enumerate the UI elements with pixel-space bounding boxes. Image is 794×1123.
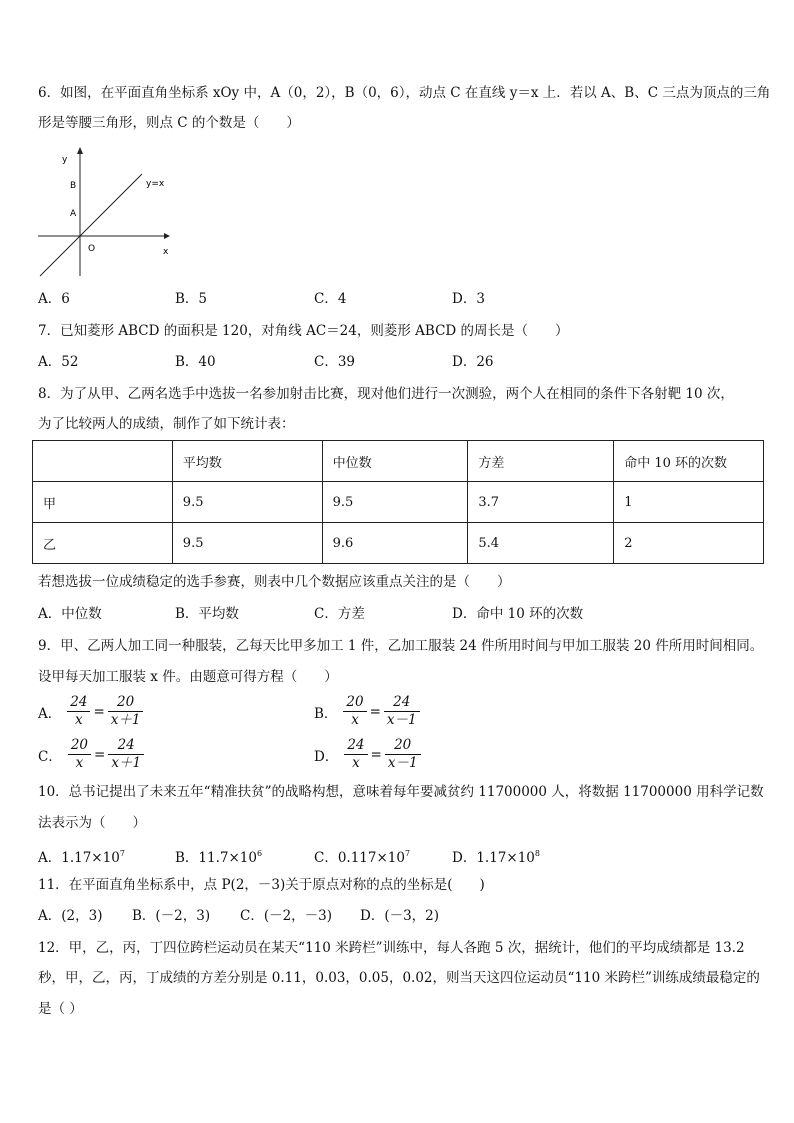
fraction: $\frac{20}{x}$ xyxy=(343,694,366,729)
q9-option-c: C． $\frac{20}{x}$ = $\frac{24}{x+1}$ xyxy=(38,737,144,772)
q11-option-b: B．(－2，3) xyxy=(132,908,211,924)
q9-option-a: A． $\frac{24}{x}$ = $\frac{20}{x+1}$ xyxy=(38,694,143,729)
table-cell: 1 xyxy=(614,482,764,523)
q6-option-b: B．5 xyxy=(175,291,208,307)
table-header-cell: 方差 xyxy=(468,441,614,482)
table-header-cell: 中位数 xyxy=(322,441,468,482)
q8-stem-line2: 为了比较两人的成绩，制作了如下统计表： xyxy=(38,416,295,432)
q10-option-a: A．$1.17\times 10^7$ xyxy=(38,849,125,866)
option-label: D． xyxy=(314,748,339,765)
q10-option-d: D．$1.17\times 10^8$ xyxy=(452,849,540,866)
origin-label: O xyxy=(88,244,96,254)
q6-option-d: D．3 xyxy=(452,291,485,307)
q8-stats-table xyxy=(32,440,764,564)
table-cell: 5.4 xyxy=(468,523,614,564)
fraction: $\frac{24}{x}$ xyxy=(344,737,367,772)
table-cell: 9.6 xyxy=(322,523,468,564)
table-cell: 9.5 xyxy=(172,482,322,523)
option-label: B． xyxy=(314,705,338,722)
q10-stem-line1: 10．总书记提出了未来五年“精准扶贫”的战略构想，意味着每年要减贫约 11700000 人，将数据 11700000 用科学记数 xyxy=(38,784,764,800)
q8-option-a: A．中位数 xyxy=(38,606,102,622)
fraction: $\frac{20}{x}$ xyxy=(68,737,91,772)
q8-stem-line3: 若想选拔一位成绩稳定的选手参赛，则表中几个数据应该重点关注的是（ ） xyxy=(38,574,511,590)
q6-option-a: A．6 xyxy=(38,291,70,307)
table-header-cell: 命中 10 环的次数 xyxy=(614,441,764,482)
y-axis-arrow xyxy=(77,147,83,154)
q7-option-a: A．52 xyxy=(38,354,79,370)
table-row xyxy=(33,482,764,523)
fraction: $\frac{24}{x}$ xyxy=(67,694,90,729)
fraction: $\frac{20}{x-1}$ xyxy=(385,737,421,772)
q6-coordinate-figure xyxy=(36,146,176,281)
option-label: C． xyxy=(38,748,62,765)
q7-option-d: D．26 xyxy=(452,354,494,370)
table-cell: 2 xyxy=(614,523,764,564)
x-axis-label: x xyxy=(163,247,169,257)
table-header-cell xyxy=(33,441,173,482)
q8-option-c: C．方差 xyxy=(314,606,365,622)
table-cell: 乙 xyxy=(33,523,173,564)
q11-option-a: A．(2，3) xyxy=(38,908,103,924)
fraction: $\frac{20}{x+1}$ xyxy=(108,694,144,729)
q8-option-b: B．平均数 xyxy=(175,606,239,622)
q7-option-b: B．40 xyxy=(175,354,216,370)
q11-option-c: C．(－2，－3) xyxy=(240,908,333,924)
q7-stem: 7．已知菱形 ABCD 的面积是 120，对角线 AC＝24，则菱形 ABCD 的周长是（ ） xyxy=(38,323,569,339)
fraction: $\frac{24}{x+1}$ xyxy=(108,737,144,772)
q9-stem-line1: 9．甲、乙两人加工同一种服装，乙每天比甲多加工 1 件，乙加工服装 24 件所用时间与甲加工服装 20 件所用时间相同。 xyxy=(38,638,764,654)
fraction: $\frac{24}{x-1}$ xyxy=(384,694,420,729)
table-cell: 甲 xyxy=(33,482,173,523)
q10-option-b: B．$11.7\times 10^6$ xyxy=(175,849,263,866)
q6-stem-line1: 6．如图，在平面直角坐标系 xOy 中，A（0，2），B（0，6），动点 C 在直线 y＝x 上．若以 A、B、C 三点为顶点的三角 xyxy=(38,85,771,101)
table-cell: 9.5 xyxy=(172,523,322,564)
q12-stem-line3: 是（ ） xyxy=(38,1001,83,1017)
q12-stem-line1: 12．甲，乙，丙，丁四位跨栏运动员在某天“110 米跨栏”训练中，每人各跑 5 次，据统计，他们的平均成绩都是 13.2 xyxy=(38,940,745,956)
q6-stem-line2: 形是等腰三角形，则点 C 的个数是（ ） xyxy=(38,115,300,131)
q9-option-d: D． $\frac{24}{x}$ = $\frac{20}{x-1}$ xyxy=(314,737,421,772)
y-axis-label: y xyxy=(62,155,68,165)
q7-option-c: C．39 xyxy=(314,354,356,370)
q9-stem-line2: 设甲每天加工服装 x 件。由题意可得方程（ ） xyxy=(38,669,338,685)
x-axis-arrow xyxy=(164,233,170,239)
q10-option-c: C．$0.117\times 10^7$ xyxy=(314,849,411,866)
table-header-row xyxy=(33,441,764,482)
line-y-equals-x xyxy=(40,174,142,276)
q9-option-b: B． $\frac{20}{x}$ = $\frac{24}{x-1}$ xyxy=(314,694,420,729)
point-a-label: A xyxy=(70,209,77,219)
table-cell: 3.7 xyxy=(468,482,614,523)
table-cell: 9.5 xyxy=(322,482,468,523)
q6-option-c: C．4 xyxy=(314,291,347,307)
q11-stem: 11．在平面直角坐标系中，点 P(2，－3)关于原点对称的点的坐标是( ) xyxy=(38,877,485,893)
table-row xyxy=(33,523,764,564)
q11-option-d: D．(－3，2) xyxy=(360,908,440,924)
q10-stem-line2: 法表示为（ ） xyxy=(38,815,146,831)
line-label: y=x xyxy=(146,179,165,189)
q8-stem-line1: 8．为了从甲、乙两名选手中选拔一名参加射击比赛，现对他们进行一次测验，两个人在相同的条件下各射靶 10 次， xyxy=(38,386,734,402)
q12-stem-line2: 秒，甲，乙，丙，丁成绩的方差分别是 0.11，0.03，0.05，0.02，则当天这四位运动员“110 米跨栏”训练成绩最稳定的 xyxy=(38,970,760,986)
table-header-cell: 平均数 xyxy=(172,441,322,482)
point-b-label: B xyxy=(70,181,77,191)
q8-option-d: D．命中 10 环的次数 xyxy=(452,606,584,622)
option-label: A． xyxy=(38,705,62,722)
